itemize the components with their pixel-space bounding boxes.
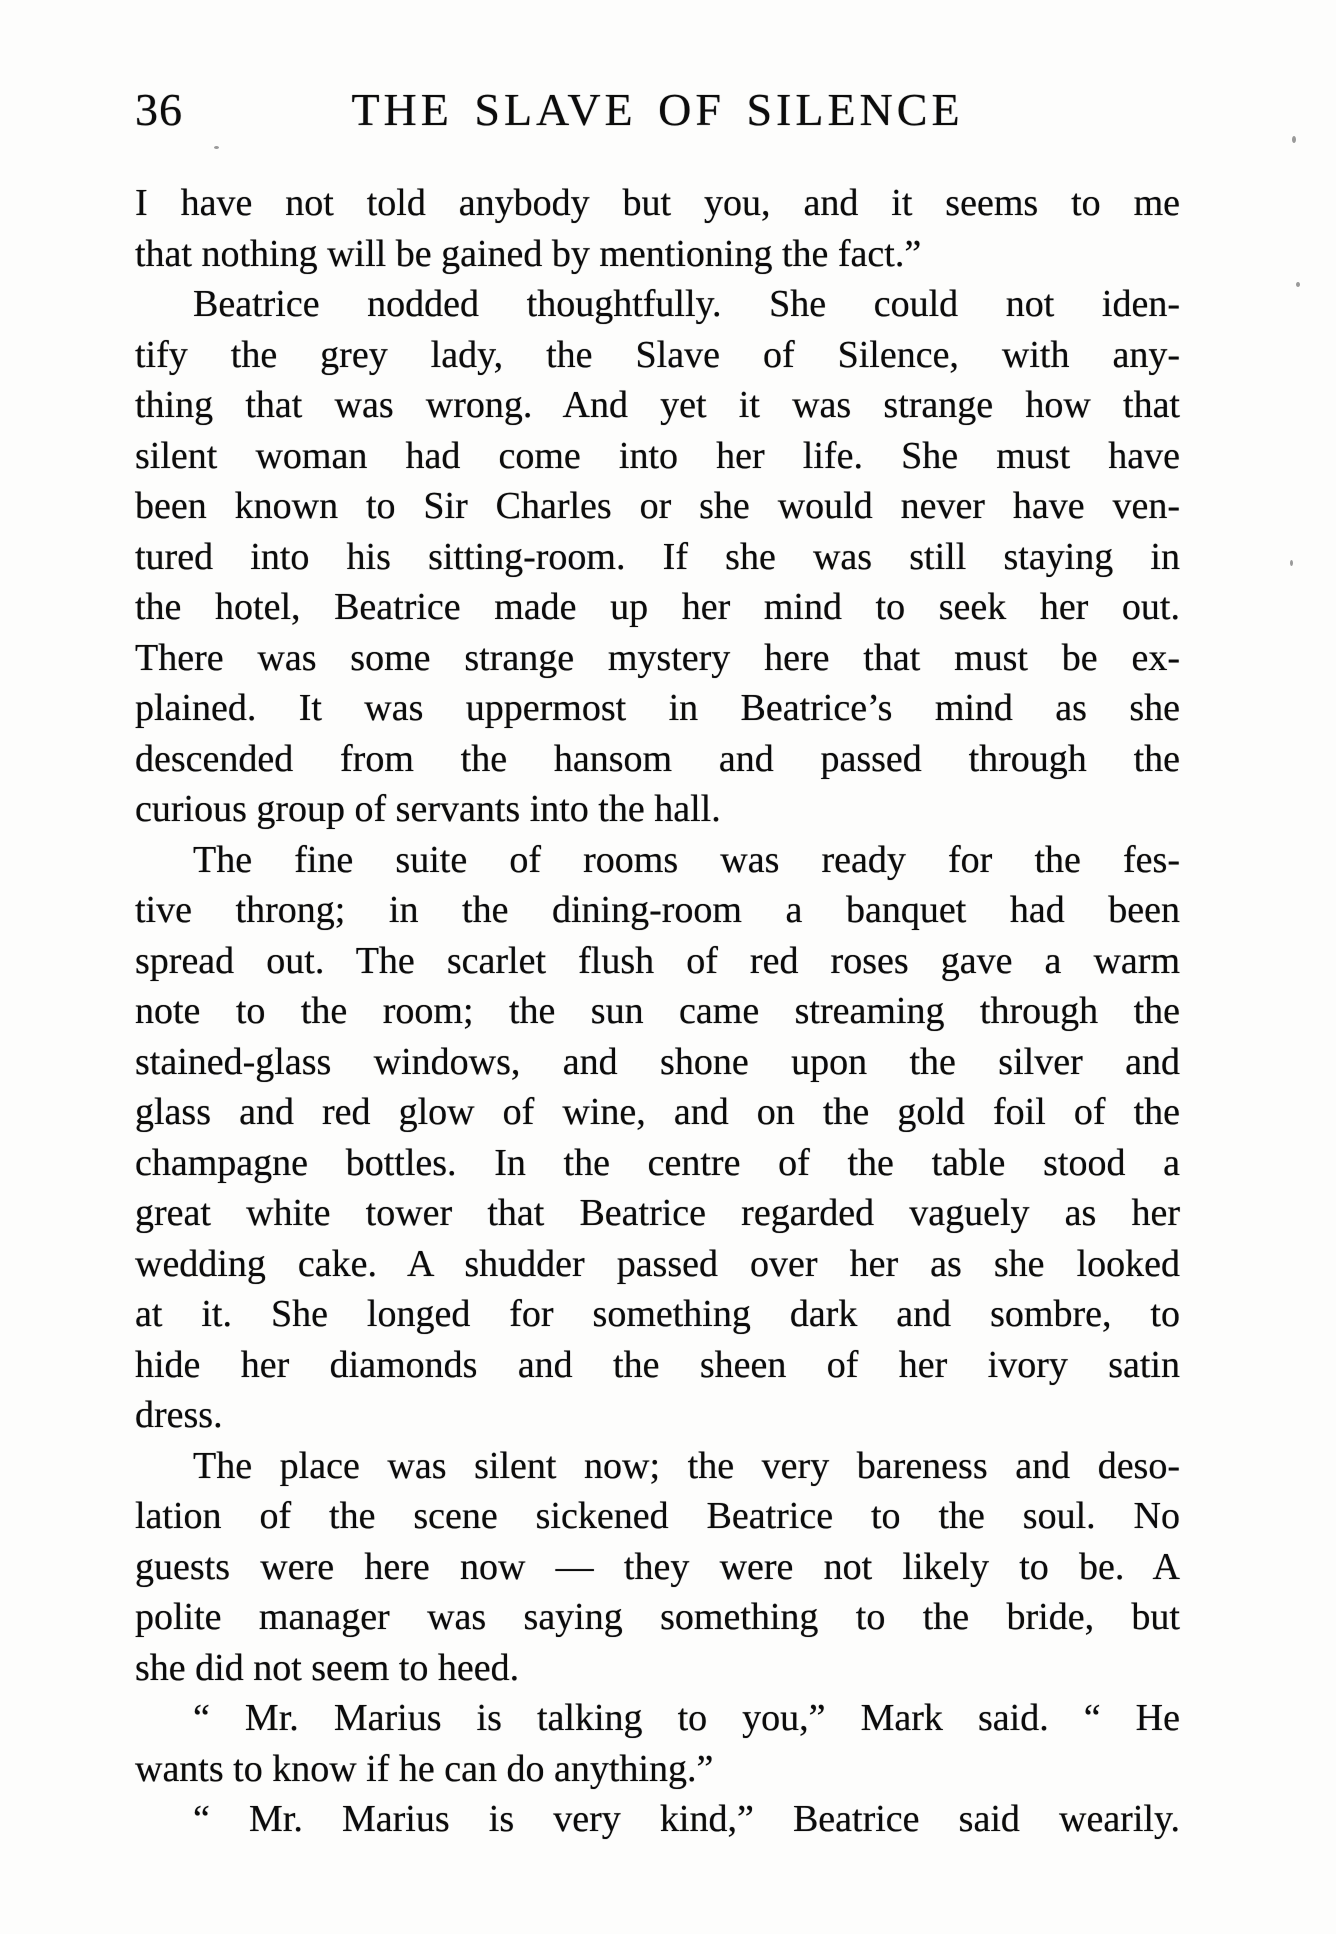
text-line: the hotel, Beatrice made up her mind to seek her out. — [135, 586, 1180, 628]
text-line: that nothing will be gained by mentioning the fact.” — [135, 232, 922, 275]
scan-speck — [214, 146, 219, 149]
text-line: thing that was wrong. And yet it was strange how that — [135, 384, 1180, 426]
scan-speck — [1290, 560, 1293, 566]
text-line: “ Mr. Marius is talking to you,” Mark said. “ He — [193, 1697, 1180, 1739]
text-line: I have not told anybody but you, and it seems to me — [135, 182, 1180, 224]
text-line: tured into his sitting-room. If she was still staying in — [135, 535, 1180, 578]
text-line: spread out. The scarlet flush of red roses gave a warm — [135, 939, 1180, 982]
text-line: The fine suite of rooms was ready for the fes- — [193, 838, 1180, 881]
scan-speck — [1296, 282, 1300, 287]
text-line: champagne bottles. In the centre of the table stood a — [135, 1141, 1180, 1184]
text-line: been known to Sir Charles or she would never have ven- — [135, 485, 1180, 527]
text-line: silent woman had come into her life. She must have — [135, 434, 1180, 477]
text-line: wedding cake. A shudder passed over her as she looked — [135, 1242, 1180, 1285]
text-line: Beatrice nodded thoughtfully. She could not iden- — [193, 283, 1180, 325]
text-line: she did not seem to heed. — [135, 1646, 520, 1689]
text-line: lation of the scene sickened Beatrice to the soul. No — [135, 1495, 1180, 1537]
page-header — [135, 82, 1180, 140]
text-line: at it. She longed for something dark and sombre, to — [135, 1293, 1180, 1335]
text-line: descended from the hansom and passed through the — [135, 737, 1180, 780]
page-number: 36 — [135, 84, 183, 135]
text-line: There was some strange mystery here that must be ex- — [135, 636, 1180, 679]
text-line: “ Mr. Marius is very kind,” Beatrice said wearily. — [193, 1798, 1180, 1840]
text-line: stained-glass windows, and shone upon the silver and — [135, 1040, 1180, 1083]
text-line: wants to know if he can do anything.” — [135, 1747, 714, 1790]
text-line: note to the room; the sun came streaming through the — [135, 990, 1180, 1032]
text-line: dress. — [135, 1394, 223, 1436]
text-line: The place was silent now; the very bareness and deso- — [193, 1444, 1180, 1487]
text-line: glass and red glow of wine, and on the gold foil of the — [135, 1091, 1180, 1133]
text-line: polite manager was saying something to the bride, but — [135, 1596, 1180, 1638]
text-line: plained. It was uppermost in Beatrice’s mind as she — [135, 687, 1180, 729]
text-line: tify the grey lady, the Slave of Silence, with any- — [135, 333, 1180, 376]
text-line: tive throng; in the dining-room a banquet had been — [135, 889, 1180, 931]
text-line: great white tower that Beatrice regarded vaguely as her — [135, 1192, 1180, 1234]
running-title: THE SLAVE OF SILENCE — [351, 84, 964, 135]
text-line: hide her diamonds and the sheen of her ivory satin — [135, 1343, 1180, 1386]
scan-speck — [1292, 136, 1296, 143]
text-line: guests were here now — they were not likely to be. A — [135, 1545, 1180, 1588]
text-line: curious group of servants into the hall. — [135, 788, 721, 830]
page-body — [135, 178, 1180, 1845]
